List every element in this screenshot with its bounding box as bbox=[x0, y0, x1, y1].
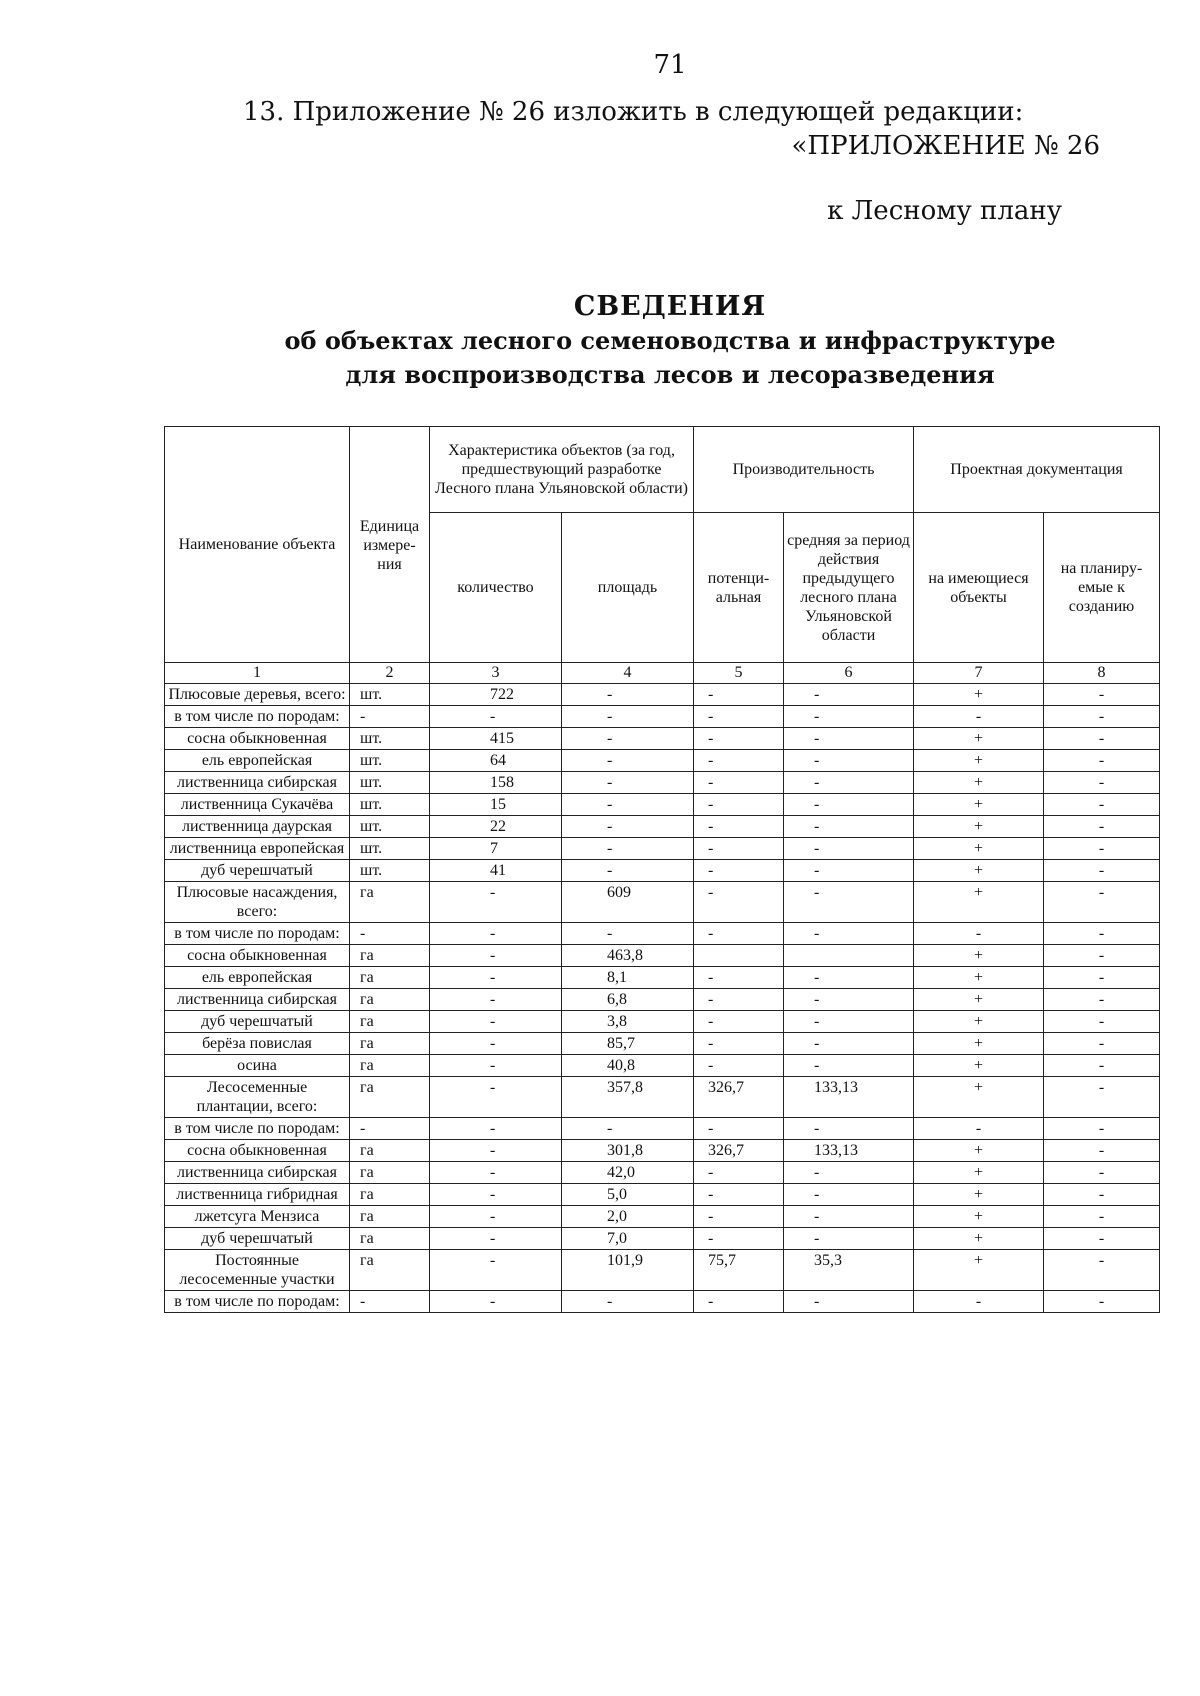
planned-docs-cell: - bbox=[1044, 1162, 1160, 1184]
existing-docs-cell: + bbox=[914, 860, 1044, 882]
table-row bbox=[165, 750, 1160, 772]
area-cell: - bbox=[562, 706, 694, 728]
table-row bbox=[165, 1055, 1160, 1077]
average-cell: - bbox=[784, 1228, 914, 1250]
unit-cell: шт. bbox=[350, 684, 430, 706]
average-cell: - bbox=[784, 989, 914, 1011]
unit-cell: га bbox=[350, 1011, 430, 1033]
existing-docs-cell: + bbox=[914, 1055, 1044, 1077]
average-cell: - bbox=[784, 684, 914, 706]
table-row bbox=[165, 860, 1160, 882]
table-row bbox=[165, 794, 1160, 816]
existing-docs-cell: + bbox=[914, 1228, 1044, 1250]
potential-cell: - bbox=[694, 1118, 784, 1140]
area-cell: - bbox=[562, 728, 694, 750]
table-row bbox=[165, 1077, 1160, 1118]
average-cell: - bbox=[784, 1033, 914, 1055]
potential-cell: - bbox=[694, 923, 784, 945]
quantity-cell: 415 bbox=[430, 728, 562, 750]
existing-docs-cell: + bbox=[914, 1011, 1044, 1033]
header-existing: на имеющиеся объекты bbox=[914, 513, 1044, 663]
planned-docs-cell: - bbox=[1044, 816, 1160, 838]
average-cell: - bbox=[784, 772, 914, 794]
planned-docs-cell: - bbox=[1044, 1077, 1160, 1118]
unit-cell: га bbox=[350, 1055, 430, 1077]
column-number: 3 bbox=[430, 663, 562, 684]
existing-docs-cell: + bbox=[914, 1250, 1044, 1291]
potential-cell: - bbox=[694, 882, 784, 923]
column-number: 7 bbox=[914, 663, 1044, 684]
unit-cell: - bbox=[350, 923, 430, 945]
potential-cell: 326,7 bbox=[694, 1077, 784, 1118]
unit-cell: шт. bbox=[350, 794, 430, 816]
existing-docs-cell: - bbox=[914, 1118, 1044, 1140]
table-row bbox=[165, 945, 1160, 967]
potential-cell: - bbox=[694, 772, 784, 794]
existing-docs-cell: + bbox=[914, 838, 1044, 860]
existing-docs-cell: + bbox=[914, 794, 1044, 816]
potential-cell: - bbox=[694, 1055, 784, 1077]
planned-docs-cell: - bbox=[1044, 1184, 1160, 1206]
quantity-cell: - bbox=[430, 1228, 562, 1250]
potential-cell: - bbox=[694, 1206, 784, 1228]
area-cell: 463,8 bbox=[562, 945, 694, 967]
quantity-cell: 7 bbox=[430, 838, 562, 860]
unit-cell: - bbox=[350, 706, 430, 728]
quantity-cell: 41 bbox=[430, 860, 562, 882]
area-cell: 2,0 bbox=[562, 1206, 694, 1228]
quantity-cell: - bbox=[430, 945, 562, 967]
existing-docs-cell: - bbox=[914, 706, 1044, 728]
existing-docs-cell: + bbox=[914, 967, 1044, 989]
unit-cell: га bbox=[350, 1184, 430, 1206]
potential-cell: - bbox=[694, 1033, 784, 1055]
header-characteristics: Характеристика объектов (за год, предшествующий разработке Лесного плана Ульяновской области) bbox=[430, 427, 694, 513]
area-cell: 3,8 bbox=[562, 1011, 694, 1033]
object-name: дуб черешчатый bbox=[165, 860, 350, 882]
potential-cell: - bbox=[694, 1228, 784, 1250]
object-name: дуб черешчатый bbox=[165, 1011, 350, 1033]
potential-cell: - bbox=[694, 838, 784, 860]
object-name: лиственница европейская bbox=[165, 838, 350, 860]
quantity-cell: - bbox=[430, 989, 562, 1011]
planned-docs-cell: - bbox=[1044, 1033, 1160, 1055]
average-cell: - bbox=[784, 728, 914, 750]
planned-docs-cell: - bbox=[1044, 1011, 1160, 1033]
object-name: в том числе по породам: bbox=[165, 1118, 350, 1140]
table-row bbox=[165, 1140, 1160, 1162]
area-cell: 101,9 bbox=[562, 1250, 694, 1291]
average-cell: 133,13 bbox=[784, 1077, 914, 1118]
average-cell: 133,13 bbox=[784, 1140, 914, 1162]
planned-docs-cell: - bbox=[1044, 1118, 1160, 1140]
table-row bbox=[165, 1162, 1160, 1184]
average-cell: - bbox=[784, 750, 914, 772]
planned-docs-cell: - bbox=[1044, 750, 1160, 772]
average-cell: 35,3 bbox=[784, 1250, 914, 1291]
quantity-cell: 64 bbox=[430, 750, 562, 772]
object-name: осина bbox=[165, 1055, 350, 1077]
table-row bbox=[165, 772, 1160, 794]
existing-docs-cell: + bbox=[914, 728, 1044, 750]
planned-docs-cell: - bbox=[1044, 860, 1160, 882]
object-name: сосна обыкновенная bbox=[165, 1140, 350, 1162]
header-planned: на планиру- емые к созданию bbox=[1044, 513, 1160, 663]
planned-docs-cell: - bbox=[1044, 1206, 1160, 1228]
table-row bbox=[165, 1291, 1160, 1313]
planned-docs-cell: - bbox=[1044, 989, 1160, 1011]
column-number: 6 bbox=[784, 663, 914, 684]
unit-cell: га bbox=[350, 882, 430, 923]
quantity-cell: - bbox=[430, 1206, 562, 1228]
object-name: лиственница Сукачёва bbox=[165, 794, 350, 816]
average-cell: - bbox=[784, 860, 914, 882]
object-name: лиственница сибирская bbox=[165, 1162, 350, 1184]
average-cell: - bbox=[784, 1184, 914, 1206]
quantity-cell: - bbox=[430, 706, 562, 728]
average-cell: - bbox=[784, 1055, 914, 1077]
average-cell: - bbox=[784, 838, 914, 860]
existing-docs-cell: + bbox=[914, 750, 1044, 772]
existing-docs-cell: + bbox=[914, 1077, 1044, 1118]
header-area: площадь bbox=[562, 513, 694, 663]
quantity-cell: - bbox=[430, 1184, 562, 1206]
potential-cell: - bbox=[694, 816, 784, 838]
header-quantity: количество bbox=[430, 513, 562, 663]
planned-docs-cell: - bbox=[1044, 706, 1160, 728]
existing-docs-cell: + bbox=[914, 1033, 1044, 1055]
table-row bbox=[165, 989, 1160, 1011]
potential-cell: - bbox=[694, 860, 784, 882]
unit-cell: шт. bbox=[350, 750, 430, 772]
object-name: лиственница сибирская bbox=[165, 772, 350, 794]
area-cell: 40,8 bbox=[562, 1055, 694, 1077]
existing-docs-cell: + bbox=[914, 816, 1044, 838]
potential-cell: - bbox=[694, 1011, 784, 1033]
quantity-cell: - bbox=[430, 1033, 562, 1055]
potential-cell: - bbox=[694, 1162, 784, 1184]
unit-cell: га bbox=[350, 1206, 430, 1228]
area-cell: - bbox=[562, 923, 694, 945]
object-name: дуб черешчатый bbox=[165, 1228, 350, 1250]
header-potential: потенци- альная bbox=[694, 513, 784, 663]
planned-docs-cell: - bbox=[1044, 794, 1160, 816]
column-number: 1 bbox=[165, 663, 350, 684]
unit-cell: - bbox=[350, 1291, 430, 1313]
planned-docs-cell: - bbox=[1044, 1250, 1160, 1291]
potential-cell: - bbox=[694, 684, 784, 706]
unit-cell: га bbox=[350, 1077, 430, 1118]
planned-docs-cell: - bbox=[1044, 945, 1160, 967]
average-cell: - bbox=[784, 1162, 914, 1184]
average-cell: - bbox=[784, 816, 914, 838]
table-row bbox=[165, 728, 1160, 750]
area-cell: - bbox=[562, 838, 694, 860]
area-cell: - bbox=[562, 772, 694, 794]
page-number: 71 bbox=[653, 50, 687, 80]
table-row bbox=[165, 1228, 1160, 1250]
area-cell: 609 bbox=[562, 882, 694, 923]
planned-docs-cell: - bbox=[1044, 684, 1160, 706]
quantity-cell: - bbox=[430, 1291, 562, 1313]
object-name: ель европейская bbox=[165, 750, 350, 772]
header-unit: Единица измере- ния bbox=[350, 427, 430, 663]
unit-cell: га bbox=[350, 989, 430, 1011]
potential-cell: - bbox=[694, 728, 784, 750]
table-row bbox=[165, 967, 1160, 989]
object-name: Постоянные лесосеменные участки bbox=[165, 1250, 350, 1291]
area-cell: 357,8 bbox=[562, 1077, 694, 1118]
object-name: сосна обыкновенная bbox=[165, 945, 350, 967]
unit-cell: шт. bbox=[350, 772, 430, 794]
area-cell: 6,8 bbox=[562, 989, 694, 1011]
planned-docs-cell: - bbox=[1044, 728, 1160, 750]
planned-docs-cell: - bbox=[1044, 1140, 1160, 1162]
planned-docs-cell: - bbox=[1044, 772, 1160, 794]
object-name: сосна обыкновенная bbox=[165, 728, 350, 750]
unit-cell: га bbox=[350, 1033, 430, 1055]
potential-cell: - bbox=[694, 1184, 784, 1206]
existing-docs-cell: - bbox=[914, 1291, 1044, 1313]
potential-cell: - bbox=[694, 989, 784, 1011]
unit-cell: шт. bbox=[350, 860, 430, 882]
potential-cell: - bbox=[694, 706, 784, 728]
area-cell: - bbox=[562, 860, 694, 882]
potential-cell: - bbox=[694, 750, 784, 772]
unit-cell: шт. bbox=[350, 816, 430, 838]
quantity-cell: - bbox=[430, 967, 562, 989]
object-name: Лесосеменные плантации, всего: bbox=[165, 1077, 350, 1118]
unit-cell: га bbox=[350, 1250, 430, 1291]
unit-cell: га bbox=[350, 967, 430, 989]
table-row bbox=[165, 923, 1160, 945]
area-cell: - bbox=[562, 1291, 694, 1313]
object-name: в том числе по породам: bbox=[165, 923, 350, 945]
existing-docs-cell: + bbox=[914, 684, 1044, 706]
planned-docs-cell: - bbox=[1044, 923, 1160, 945]
quantity-cell: 22 bbox=[430, 816, 562, 838]
existing-docs-cell: + bbox=[914, 945, 1044, 967]
object-name: Плюсовые насаждения, всего: bbox=[165, 882, 350, 923]
table-row bbox=[165, 816, 1160, 838]
table-row bbox=[165, 1011, 1160, 1033]
table-row bbox=[165, 684, 1160, 706]
potential-cell bbox=[694, 945, 784, 967]
existing-docs-cell: + bbox=[914, 772, 1044, 794]
average-cell: - bbox=[784, 1118, 914, 1140]
area-cell: 301,8 bbox=[562, 1140, 694, 1162]
existing-docs-cell: + bbox=[914, 882, 1044, 923]
existing-docs-cell: + bbox=[914, 1184, 1044, 1206]
area-cell: - bbox=[562, 1118, 694, 1140]
unit-cell: шт. bbox=[350, 838, 430, 860]
quantity-cell: - bbox=[430, 1250, 562, 1291]
unit-cell: га bbox=[350, 945, 430, 967]
column-number: 4 bbox=[562, 663, 694, 684]
average-cell: - bbox=[784, 923, 914, 945]
potential-cell: - bbox=[694, 1291, 784, 1313]
object-name: лжетсуга Мензиса bbox=[165, 1206, 350, 1228]
header-average: средняя за период действия предыдущего лесного плана Ульяновской области bbox=[784, 513, 914, 663]
object-name: лиственница даурская bbox=[165, 816, 350, 838]
unit-cell: га bbox=[350, 1228, 430, 1250]
table-row bbox=[165, 1206, 1160, 1228]
appendix-title: «ПРИЛОЖЕНИЕ № 26 bbox=[791, 131, 1100, 161]
object-name: в том числе по породам: bbox=[165, 1291, 350, 1313]
potential-cell: 326,7 bbox=[694, 1140, 784, 1162]
document-heading bbox=[70, 290, 1200, 392]
average-cell: - bbox=[784, 967, 914, 989]
header-name: Наименование объекта bbox=[165, 427, 350, 663]
area-cell: 42,0 bbox=[562, 1162, 694, 1184]
quantity-cell: - bbox=[430, 1011, 562, 1033]
column-number: 5 bbox=[694, 663, 784, 684]
existing-docs-cell: + bbox=[914, 1162, 1044, 1184]
heading-line-2: об объектах лесного семеноводства и инфраструктуре bbox=[284, 326, 1056, 355]
potential-cell: - bbox=[694, 967, 784, 989]
object-name: лиственница гибридная bbox=[165, 1184, 350, 1206]
object-name: Плюсовые деревья, всего: bbox=[165, 684, 350, 706]
potential-cell: - bbox=[694, 794, 784, 816]
unit-cell: - bbox=[350, 1118, 430, 1140]
column-number-row bbox=[165, 663, 1160, 684]
intro-text: 13. Приложение № 26 изложить в следующей редакции: bbox=[243, 97, 1024, 127]
unit-cell: га bbox=[350, 1140, 430, 1162]
unit-cell: шт. bbox=[350, 728, 430, 750]
existing-docs-cell: + bbox=[914, 989, 1044, 1011]
area-cell: - bbox=[562, 750, 694, 772]
table-row bbox=[165, 1118, 1160, 1140]
planned-docs-cell: - bbox=[1044, 838, 1160, 860]
area-cell: - bbox=[562, 684, 694, 706]
existing-docs-cell: + bbox=[914, 1140, 1044, 1162]
heading-line-3: для воспроизводства лесов и лесоразведения bbox=[345, 360, 995, 389]
table-row bbox=[165, 882, 1160, 923]
existing-docs-cell: + bbox=[914, 1206, 1044, 1228]
quantity-cell: - bbox=[430, 1055, 562, 1077]
planned-docs-cell: - bbox=[1044, 1055, 1160, 1077]
area-cell: 5,0 bbox=[562, 1184, 694, 1206]
average-cell: - bbox=[784, 882, 914, 923]
table-row bbox=[165, 838, 1160, 860]
quantity-cell: - bbox=[430, 1162, 562, 1184]
planned-docs-cell: - bbox=[1044, 882, 1160, 923]
object-name: лиственница сибирская bbox=[165, 989, 350, 1011]
existing-docs-cell: - bbox=[914, 923, 1044, 945]
table-row bbox=[165, 1250, 1160, 1291]
table-row bbox=[165, 1184, 1160, 1206]
average-cell: - bbox=[784, 1291, 914, 1313]
quantity-cell: - bbox=[430, 1140, 562, 1162]
planned-docs-cell: - bbox=[1044, 967, 1160, 989]
planned-docs-cell: - bbox=[1044, 1228, 1160, 1250]
heading-line-1: СВЕДЕНИЯ bbox=[573, 291, 767, 322]
quantity-cell: 722 bbox=[430, 684, 562, 706]
average-cell: - bbox=[784, 1206, 914, 1228]
object-name: берёза повислая bbox=[165, 1033, 350, 1055]
header-productivity: Производительность bbox=[694, 427, 914, 513]
object-name: ель европейская bbox=[165, 967, 350, 989]
quantity-cell: 15 bbox=[430, 794, 562, 816]
quantity-cell: 158 bbox=[430, 772, 562, 794]
area-cell: 8,1 bbox=[562, 967, 694, 989]
column-number: 8 bbox=[1044, 663, 1160, 684]
quantity-cell: - bbox=[430, 1077, 562, 1118]
area-cell: 7,0 bbox=[562, 1228, 694, 1250]
average-cell: - bbox=[784, 794, 914, 816]
unit-cell: га bbox=[350, 1162, 430, 1184]
area-cell: 85,7 bbox=[562, 1033, 694, 1055]
average-cell: - bbox=[784, 706, 914, 728]
object-name: в том числе по породам: bbox=[165, 706, 350, 728]
table-row bbox=[165, 1033, 1160, 1055]
forest-objects-table bbox=[164, 426, 1160, 1313]
appendix-subtitle: к Лесному плану bbox=[827, 196, 1062, 226]
quantity-cell: - bbox=[430, 923, 562, 945]
average-cell: - bbox=[784, 1011, 914, 1033]
potential-cell: 75,7 bbox=[694, 1250, 784, 1291]
planned-docs-cell: - bbox=[1044, 1291, 1160, 1313]
quantity-cell: - bbox=[430, 882, 562, 923]
header-project-docs: Проектная документация bbox=[914, 427, 1160, 513]
area-cell: - bbox=[562, 816, 694, 838]
area-cell: - bbox=[562, 794, 694, 816]
column-number: 2 bbox=[350, 663, 430, 684]
quantity-cell: - bbox=[430, 1118, 562, 1140]
average-cell bbox=[784, 945, 914, 967]
table-row bbox=[165, 706, 1160, 728]
